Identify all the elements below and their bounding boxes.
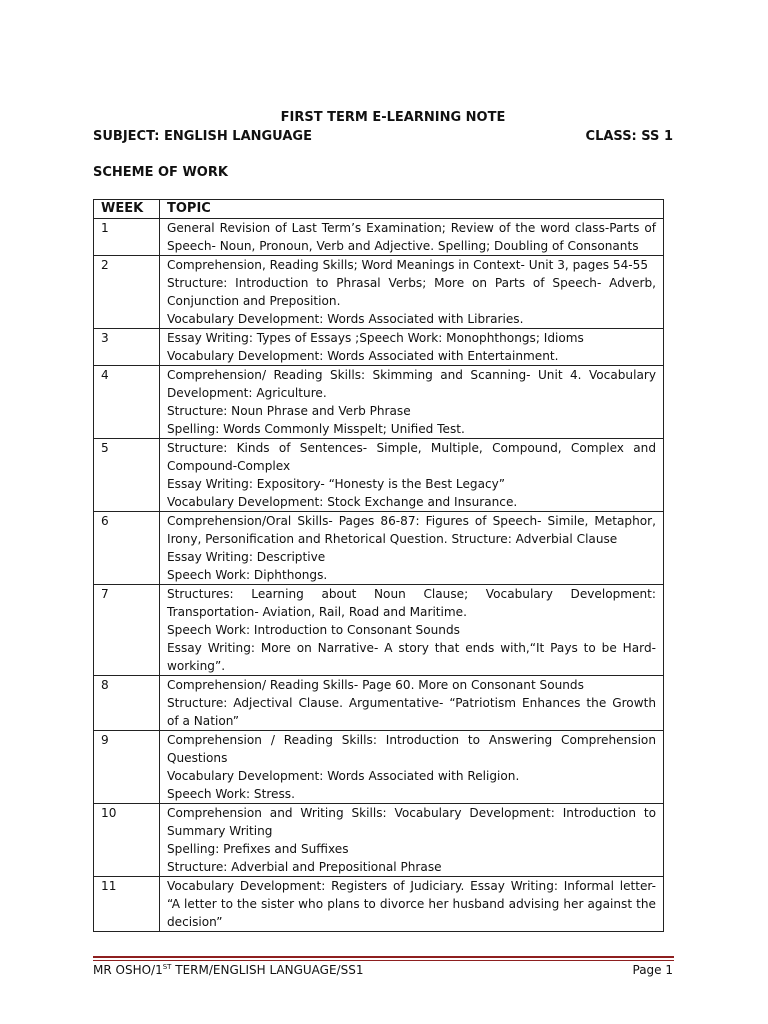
topic-line: Speech Work: Introduction to Consonant Sounds <box>167 623 460 637</box>
week-cell: 11 <box>94 877 160 932</box>
topic-line: Structure: Kinds of Sentences- Simple, Multiple, Compound, Complex and Compound-Complex <box>167 441 656 473</box>
week-cell: 4 <box>94 366 160 439</box>
table-row <box>94 366 664 439</box>
footer-left <box>93 963 363 977</box>
topic-line: Spelling: Prefixes and Suffixes <box>167 842 349 856</box>
week-cell: 5 <box>94 439 160 512</box>
footer-rule <box>93 956 674 958</box>
week-cell: 6 <box>94 512 160 585</box>
footer-author-prefix: MR OSHO/1 <box>93 963 163 977</box>
topic-line: Comprehension, Reading Skills; Word Meanings in Context- Unit 3, pages 54-55 <box>167 258 649 272</box>
page-number: Page 1 <box>632 963 673 977</box>
footer-course-text: TERM/ENGLISH LANGUAGE/SS1 <box>171 963 364 977</box>
subject-label: SUBJECT: ENGLISH LANGUAGE <box>93 129 312 144</box>
topic-line: Comprehension/ Reading Skills: Skimming and Scanning- Unit 4. Vocabulary Development: Agriculture. <box>167 368 656 400</box>
topic-line: Essay Writing: Descriptive <box>167 550 326 564</box>
topic-line: Structure: Noun Phrase and Verb Phrase <box>167 404 411 418</box>
topic-line: Vocabulary Development: Words Associated with Entertainment. <box>167 349 559 363</box>
topic-column-header: TOPIC <box>160 200 664 219</box>
table-row <box>94 512 664 585</box>
week-cell: 2 <box>94 256 160 329</box>
topic-cell <box>160 877 664 932</box>
topic-line: Essay Writing: Expository- “Honesty is the Best Legacy” <box>167 477 506 491</box>
topic-line: General Revision of Last Term’s Examination; Review of the word class-Parts of Speech- Noun, Pronoun, Verb and Adjective. Spelling; Doubling of Consonants <box>167 221 656 253</box>
topic-line: Speech Work: Diphthongs. <box>167 568 328 582</box>
topic-cell <box>160 439 664 512</box>
week-cell: 7 <box>94 585 160 676</box>
topic-line: Essay Writing: More on Narrative- A story that ends with,“It Pays to be Hard-working”. <box>167 641 656 673</box>
topic-cell <box>160 329 664 366</box>
topic-line: Structure: Adverbial and Prepositional Phrase <box>167 860 442 874</box>
table-row <box>94 329 664 366</box>
week-cell: 10 <box>94 804 160 877</box>
subject-line <box>93 129 673 144</box>
table-row <box>94 676 664 731</box>
footer-ordinal-suffix: ST <box>162 963 172 971</box>
scheme-heading: SCHEME OF WORK <box>93 165 228 180</box>
scheme-of-work-table <box>93 199 664 932</box>
topic-cell <box>160 219 664 256</box>
topic-cell <box>160 731 664 804</box>
week-cell: 3 <box>94 329 160 366</box>
topic-line: Speech Work: Stress. <box>167 787 295 801</box>
footer-rule-thin <box>93 960 674 961</box>
topic-line: Structure: Adjectival Clause. Argumentative- “Patriotism Enhances the Growth of a Nation” <box>167 696 656 728</box>
topic-line: Comprehension/ Reading Skills- Page 60. More on Consonant Sounds <box>167 678 584 692</box>
topic-line: Vocabulary Development: Registers of Judiciary. Essay Writing: Informal letter- “A letter to the sister who plans to divorce her husband advising her against the decision” <box>167 879 656 929</box>
table-header-row <box>94 200 664 219</box>
topic-cell <box>160 585 664 676</box>
table-row <box>94 877 664 932</box>
week-cell: 8 <box>94 676 160 731</box>
topic-cell <box>160 676 664 731</box>
week-column-header: WEEK <box>94 200 160 219</box>
topic-line: Essay Writing: Types of Essays ;Speech Work: Monophthongs; Idioms <box>167 331 584 345</box>
topic-line: Vocabulary Development: Words Associated with Religion. <box>167 769 520 783</box>
table-row <box>94 439 664 512</box>
topic-cell <box>160 256 664 329</box>
table-row <box>94 731 664 804</box>
scheme-table-body <box>94 219 664 932</box>
class-label: CLASS: SS 1 <box>585 129 673 144</box>
topic-line: Vocabulary Development: Stock Exchange and Insurance. <box>167 495 518 509</box>
table-row <box>94 256 664 329</box>
topic-line: Comprehension/Oral Skills- Pages 86-87: Figures of Speech- Simile, Metaphor, Irony, Personification and Rhetorical Question. Structure: Adverbial Clause <box>167 514 656 546</box>
topic-line: Vocabulary Development: Words Associated with Libraries. <box>167 312 524 326</box>
topic-cell <box>160 512 664 585</box>
topic-line: Structures: Learning about Noun Clause; Vocabulary Development: Transportation- Aviation, Rail, Road and Maritime. <box>167 587 656 619</box>
topic-cell <box>160 804 664 877</box>
week-cell: 9 <box>94 731 160 804</box>
topic-line: Structure: Introduction to Phrasal Verbs; More on Parts of Speech- Adverb, Conjunction and Preposition. <box>167 276 656 308</box>
topic-line: Comprehension / Reading Skills: Introduction to Answering Comprehension Questions <box>167 733 656 765</box>
table-row <box>94 219 664 256</box>
table-row <box>94 804 664 877</box>
topic-cell <box>160 366 664 439</box>
week-cell: 1 <box>94 219 160 256</box>
document-title: FIRST TERM E-LEARNING NOTE <box>280 110 506 125</box>
topic-line: Spelling: Words Commonly Misspelt; Unified Test. <box>167 422 465 436</box>
table-row <box>94 585 664 676</box>
topic-line: Comprehension and Writing Skills: Vocabulary Development: Introduction to Summary Writing <box>167 806 656 838</box>
